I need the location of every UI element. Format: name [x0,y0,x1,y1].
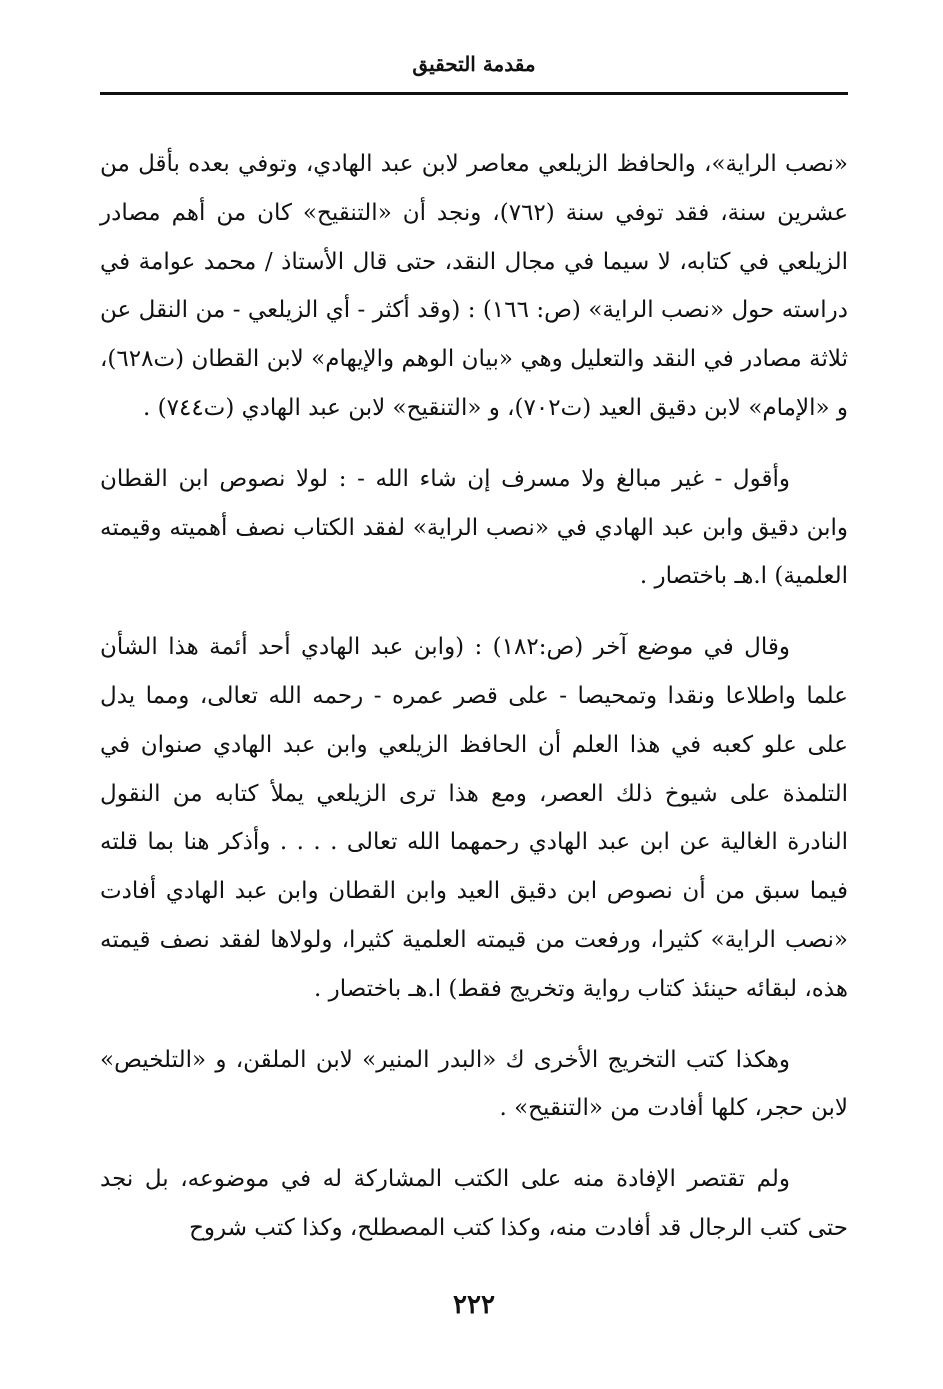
header-rule [100,92,848,95]
page-number: ٢٢٢ [453,1290,495,1320]
paragraph-5: ولم تقتصر الإفادة منه على الكتب المشاركة له في موضوعه، بل نجد حتى كتب الرجال قد أفادت منه، وكذا كتب المصطلح، وكذا كتب شروح [100,1166,848,1241]
paragraph-3: وقال في موضع آخر (ص:١٨٢) : (وابن عبد الهادي أحد أئمة هذا الشأن علما واطلاعا ونقدا وتمحيصا - على قصر عمره - رحمه الله تعالى، ومما يدل على علو كعبه في هذا العلم أن الحافظ الزيلعي وابن عبد الهادي صنوان في التلمذة على شيوخ ذلك العصر، ومع هذا ترى الزيلعي يملأ كتابه من النقول النادرة الغالية عن ابن عبد الهادي رحمهما الله تعالى . . . . وأذكر هنا بما قلته فيما سبق من أن نصوص ابن دقيق العيد وابن القطان وابن عبد الهادي أفادت «نصب الراية» كثيرا، ورفعت من قيمته العلمية كثيرا، ولولاها لفقد نصف قيمته هذه، لبقائه حينئذ كتاب رواية وتخريج فقط) ا.هـ باختصار . [100,634,848,1002]
body-text [100,140,848,1253]
paragraph-1: «نصب الراية»، والحافظ الزيلعي معاصر لابن عبد الهادي، وتوفي بعده بأقل من عشرين سنة، فقد توفي سنة (٧٦٢)، ونجد أن «التنقيح» كان من أهم مصادر الزيلعي في كتابه، لا سيما في مجال النقد، حتى قال الأستاذ / محمد عوامة في دراسته حول «نصب الراية» (ص: ١٦٦) : (وقد أكثر - أي الزيلعي - من النقل عن ثلاثة مصادر في النقد والتعليل وهي «بيان الوهم والإيهام» لابن القطان (ت٦٢٨)، و «الإمام» لابن دقيق العيد (ت٧٠٢)، و «التنقيح» لابن عبد الهادي (ت٧٤٤) . [100,151,848,421]
paragraph-2: وأقول - غير مبالغ ولا مسرف إن شاء الله - : لولا نصوص ابن القطان وابن دقيق وابن عبد الهادي في «نصب الراية» لفقد الكتاب نصف أهميته وقيمته العلمية) ا.هـ باختصار . [100,465,848,590]
running-header-title: مقدمة التحقيق [412,52,536,76]
paragraph-4: وهكذا كتب التخريج الأخرى ك «البدر المنير» لابن الملقن، و «التلخيص» لابن حجر، كلها أفادت من «التنقيح» . [100,1046,848,1122]
